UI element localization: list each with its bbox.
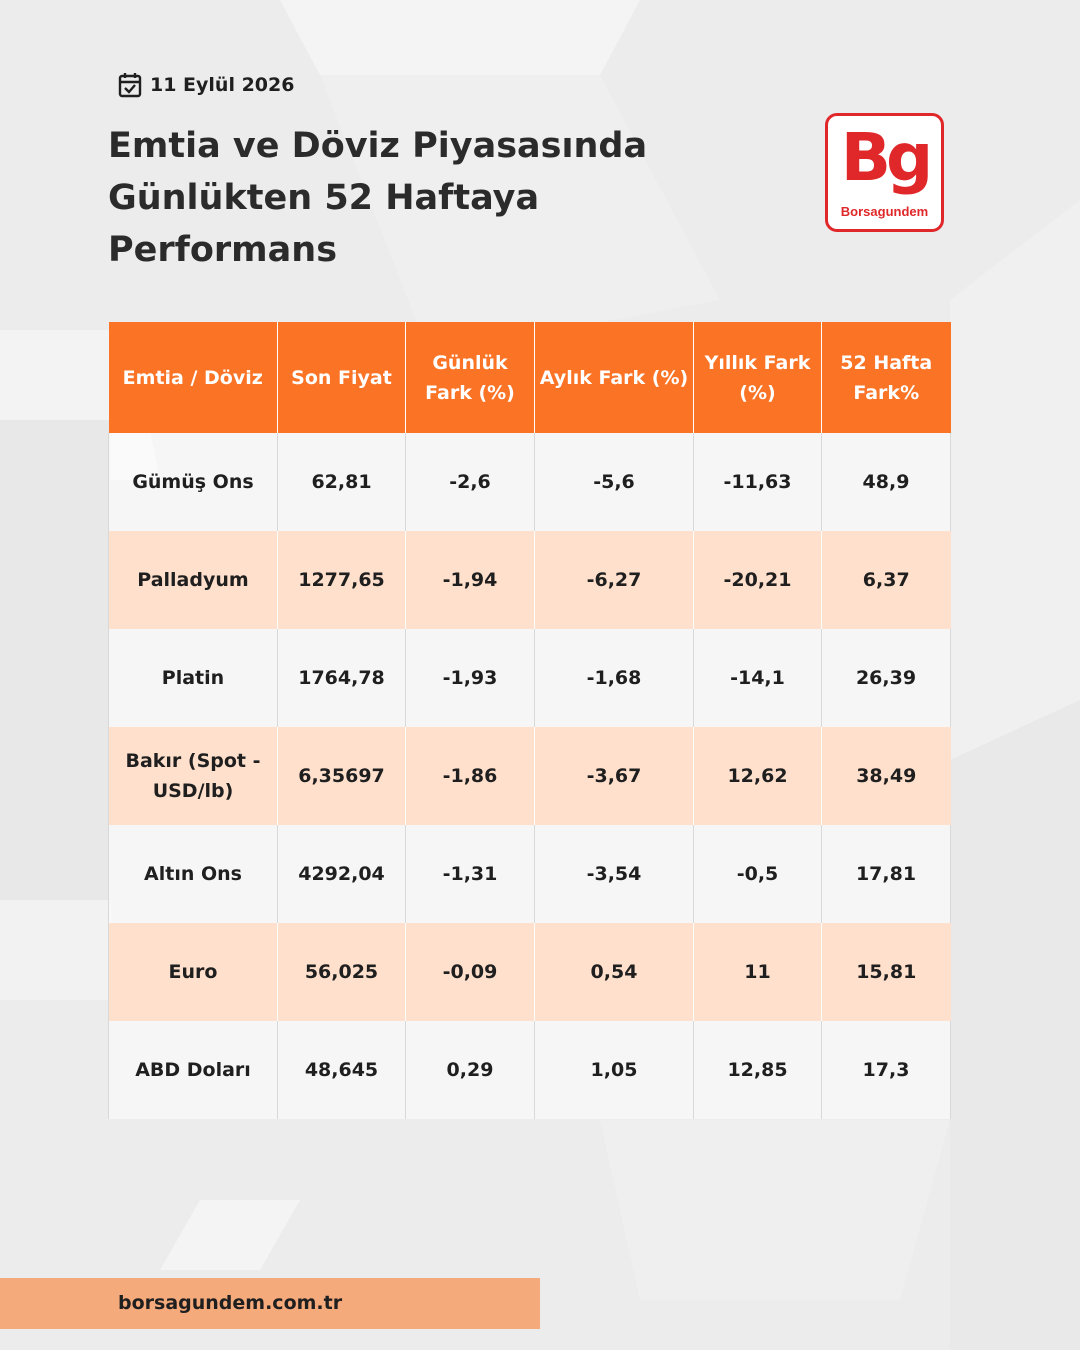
column-header-instrument: Emtia / Döviz	[109, 322, 278, 433]
cell-instrument: Altın Ons	[109, 825, 278, 923]
table-row	[109, 1021, 951, 1119]
cell-monthly-change: 0,54	[535, 923, 694, 1021]
cell-52-week-change: 17,81	[822, 825, 951, 923]
cell-instrument: Platin	[109, 629, 278, 727]
cell-yearly-change: -0,5	[694, 825, 822, 923]
cell-yearly-change: -11,63	[694, 433, 822, 531]
cell-instrument: Gümüş Ons	[109, 433, 278, 531]
cell-monthly-change: -3,54	[535, 825, 694, 923]
logo-brand-text: Borsagundem	[840, 204, 929, 219]
table-header-row	[109, 322, 951, 433]
cell-yearly-change: 12,62	[694, 727, 822, 825]
cell-monthly-change: -6,27	[535, 531, 694, 629]
cell-daily-change: -1,93	[406, 629, 535, 727]
column-header-monthly-change: Aylık Fark (%)	[535, 322, 694, 433]
logo-letters: Bg	[840, 119, 929, 196]
cell-last-price: 1764,78	[278, 629, 406, 727]
cell-52-week-change: 6,37	[822, 531, 951, 629]
page-title: Emtia ve Döviz Piyasasında Günlükten 52 Haftaya Performans	[108, 126, 648, 270]
cell-52-week-change: 48,9	[822, 433, 951, 531]
cell-last-price: 48,645	[278, 1021, 406, 1119]
cell-52-week-change: 26,39	[822, 629, 951, 727]
table-row	[109, 825, 951, 923]
table-row	[109, 433, 951, 531]
cell-daily-change: -1,86	[406, 727, 535, 825]
cell-last-price: 1277,65	[278, 531, 406, 629]
calendar-icon	[118, 72, 142, 98]
cell-instrument: ABD Doları	[109, 1021, 278, 1119]
date-row	[118, 72, 294, 98]
brand-logo	[825, 113, 944, 232]
cell-last-price: 6,35697	[278, 727, 406, 825]
cell-monthly-change: -1,68	[535, 629, 694, 727]
table-row	[109, 727, 951, 825]
cell-yearly-change: -14,1	[694, 629, 822, 727]
cell-monthly-change: -5,6	[535, 433, 694, 531]
cell-daily-change: -2,6	[406, 433, 535, 531]
cell-monthly-change: 1,05	[535, 1021, 694, 1119]
column-header-yearly-change: Yıllık Fark (%)	[694, 322, 822, 433]
cell-52-week-change: 17,3	[822, 1021, 951, 1119]
table-row	[109, 629, 951, 727]
column-header-last-price: Son Fiyat	[278, 322, 406, 433]
cell-instrument: Bakır (Spot - USD/lb)	[109, 727, 278, 825]
cell-daily-change: -1,31	[406, 825, 535, 923]
cell-monthly-change: -3,67	[535, 727, 694, 825]
cell-instrument: Euro	[109, 923, 278, 1021]
cell-yearly-change: 12,85	[694, 1021, 822, 1119]
website-link[interactable]: borsagundem.com.tr	[118, 1292, 343, 1314]
table-row	[109, 531, 951, 629]
column-header-52-week-change: 52 Hafta Fark%	[822, 322, 951, 433]
cell-last-price: 4292,04	[278, 825, 406, 923]
cell-yearly-change: 11	[694, 923, 822, 1021]
column-header-daily-change: Günlük Fark (%)	[406, 322, 535, 433]
cell-daily-change: -0,09	[406, 923, 535, 1021]
table-row	[109, 923, 951, 1021]
cell-yearly-change: -20,21	[694, 531, 822, 629]
cell-daily-change: -1,94	[406, 531, 535, 629]
cell-52-week-change: 15,81	[822, 923, 951, 1021]
performance-table	[108, 322, 950, 1119]
date-text: 11 Eylül 2026	[150, 74, 295, 96]
cell-daily-change: 0,29	[406, 1021, 535, 1119]
cell-last-price: 56,025	[278, 923, 406, 1021]
cell-instrument: Palladyum	[109, 531, 278, 629]
cell-last-price: 62,81	[278, 433, 406, 531]
cell-52-week-change: 38,49	[822, 727, 951, 825]
